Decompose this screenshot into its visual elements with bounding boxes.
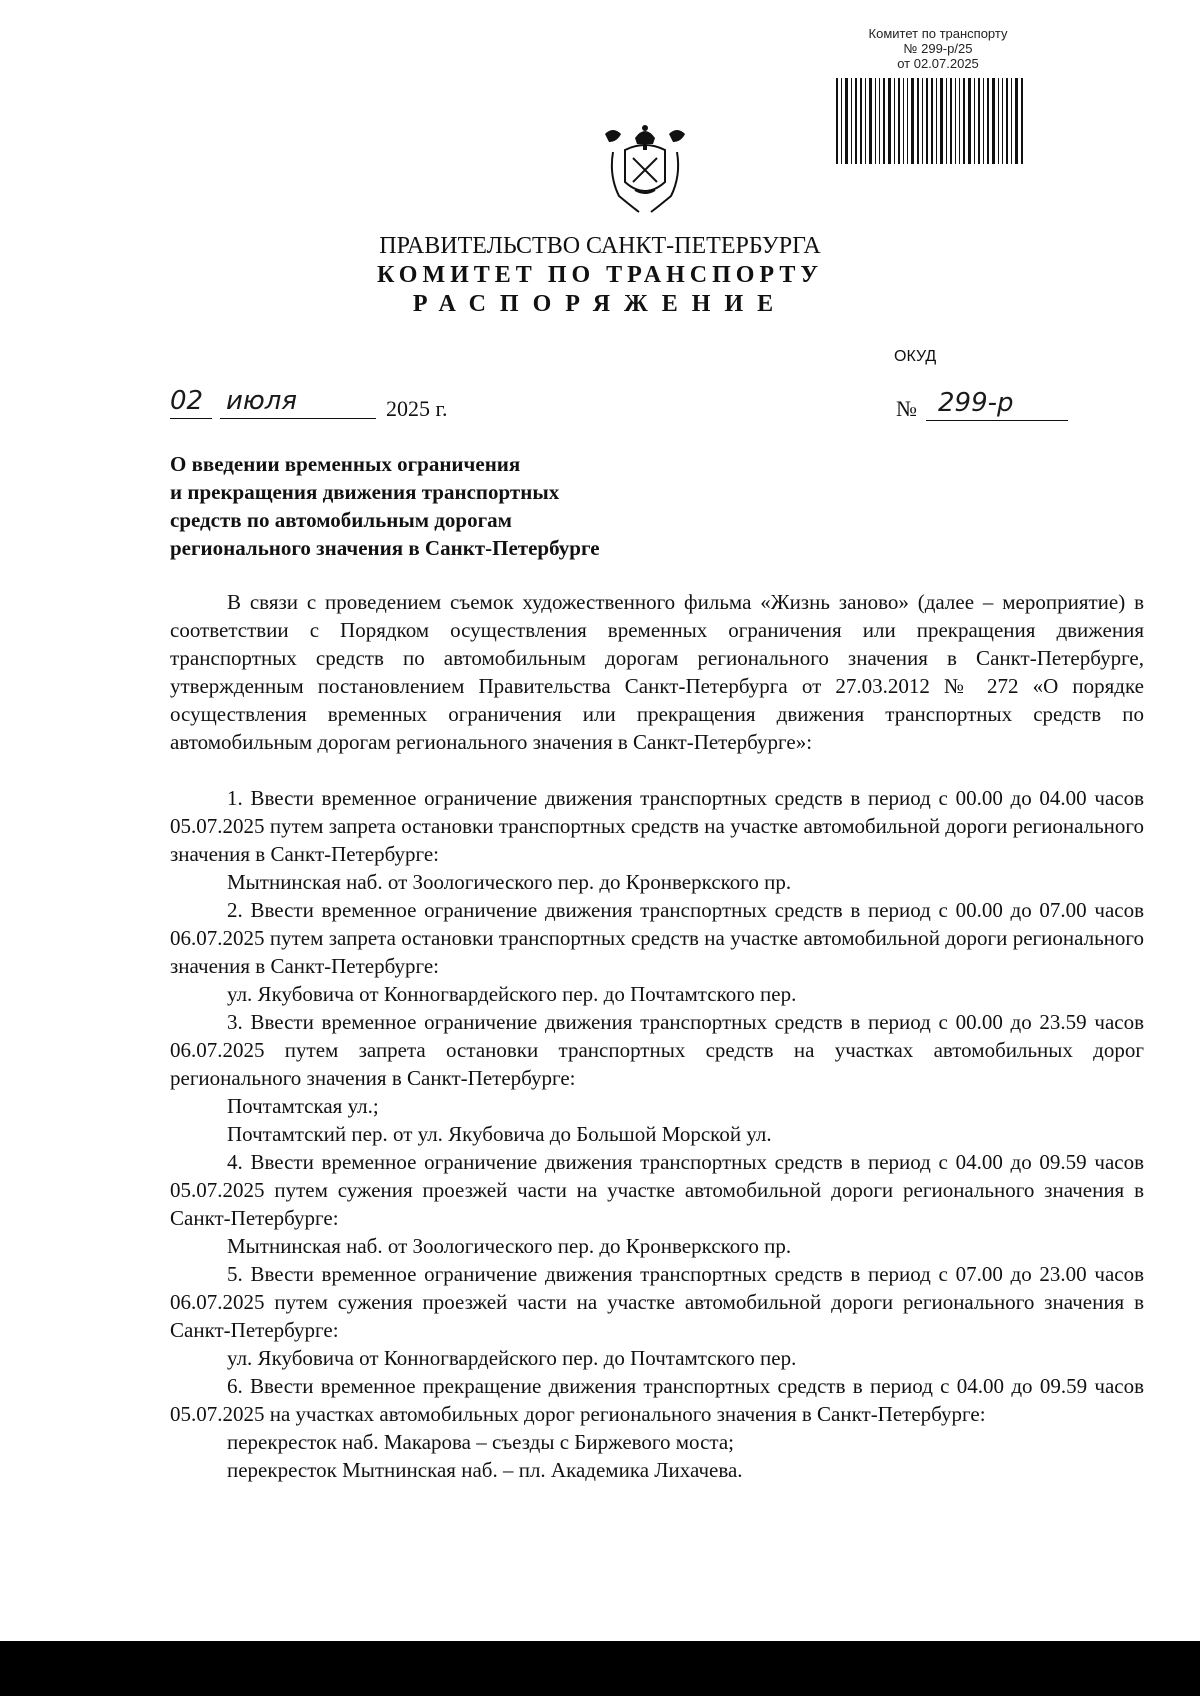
clause-3: 3. Ввести временное ограничение движения транспортных средств в период с 00.00 до 23.59 часов 06.07.2025 путем запрета остановки транспортных средств на участках автомобильных дорог регионального значения в Санкт-Петербурге: [170,1010,1144,1090]
clause-4-location: Мытнинская наб. от Зоологического пер. до Кронверкского пр. [227,1234,792,1258]
date-year: 2025 г. [386,396,448,421]
stamp-line-number: № 299-р/25 [903,41,973,56]
number-value: 299-р [926,388,1068,421]
intro-paragraph: В связи с проведением съемок художественного фильма «Жизнь заново» (далее – мероприятие) в соответствии с Порядком осуществления временных ограничения или прекращения движения транспортных средств по автомобильным дорогам регионального значения в Санкт-Петербурге, утвержденным постановлением Правительства Санкт-Петербурга от 27.03.2012 № 272 «О порядке осуществления временных ограничения или прекращения движения транспортных средств по автомобильным дорогам регионального значения в Санкт-Петербурге»: [170,590,1144,754]
clause-6-location: перекресток Мытнинская наб. – пл. Академика Лихачева. [227,1458,743,1482]
clause-4: 4. Ввести временное ограничение движения транспортных средств в период с 04.00 до 09.59 часов 05.07.2025 путем сужения проезжей части на участке автомобильной дороги регионального значения в Санкт-Петербурге: [170,1150,1144,1230]
document-number [896,388,1061,424]
date-month: июля [220,386,376,419]
clause-5: 5. Ввести временное ограничение движения транспортных средств в период с 07.00 до 23.00 часов 06.07.2025 путем сужения проезжей части на участке автомобильной дороги регионального значения в Санкт-Петербурге: [170,1262,1144,1342]
title-line: средств по автомобильным дорогам [170,508,512,532]
okud-label: ОКУД [894,348,937,365]
clause-1-location: Мытнинская наб. от Зоологического пер. до Кронверкского пр. [227,870,792,894]
number-sign: № [896,396,917,421]
document-title [170,450,730,562]
document-header [0,232,1200,319]
barcode-icon [836,78,1041,164]
clause-6-location: перекресток наб. Макарова – съезды с Биржевого моста; [227,1430,734,1454]
clause-2: 2. Ввести временное ограничение движения транспортных средств в период с 00.00 до 07.00 часов 06.07.2025 путем запрета остановки транспортных средств на участке автомобильной дороги регионального значения в Санкт-Петербурге: [170,898,1144,978]
government-name: ПРАВИТЕЛЬСТВО САНКТ-ПЕТЕРБУРГА [379,233,821,259]
title-line: и прекращения движения транспортных [170,480,560,504]
clause-2-location: ул. Якубовича от Конногвардейского пер. до Почтамтского пер. [227,982,797,1006]
document-type: РАСПОРЯЖЕНИЕ [412,291,788,317]
title-line: регионального значения в Санкт-Петербурге [170,536,600,560]
clause-3-location: Почтамтский пер. от ул. Якубовича до Большой Морской ул. [227,1122,772,1146]
scan-bottom-border [0,1641,1200,1696]
document-body [170,588,1144,1484]
clause-1: 1. Ввести временное ограничение движения транспортных средств в период с 00.00 до 04.00 часов 05.07.2025 путем запрета остановки транспортных средств на участке автомобильной дороги регионального значения в Санкт-Петербурге: [170,786,1144,866]
date-day: 02 [170,386,212,419]
clause-6: 6. Ввести временное прекращение движения транспортных средств в период с 04.00 до 09.59 часов 05.07.2025 на участках автомобильных дорог регионального значения в Санкт-Петербурге: [170,1374,1144,1426]
coat-of-arms-icon [595,120,695,220]
committee-name: КОМИТЕТ ПО ТРАНСПОРТУ [377,262,823,288]
clause-5-location: ул. Якубовича от Конногвардейского пер. до Почтамтского пер. [227,1346,797,1370]
title-line: О введении временных ограничения [170,452,521,476]
clause-3-location: Почтамтская ул.; [227,1094,379,1118]
registration-stamp [828,26,1048,71]
stamp-line-committee: Комитет по транспорту [868,26,1008,41]
stamp-line-date: от 02.07.2025 [897,56,979,71]
